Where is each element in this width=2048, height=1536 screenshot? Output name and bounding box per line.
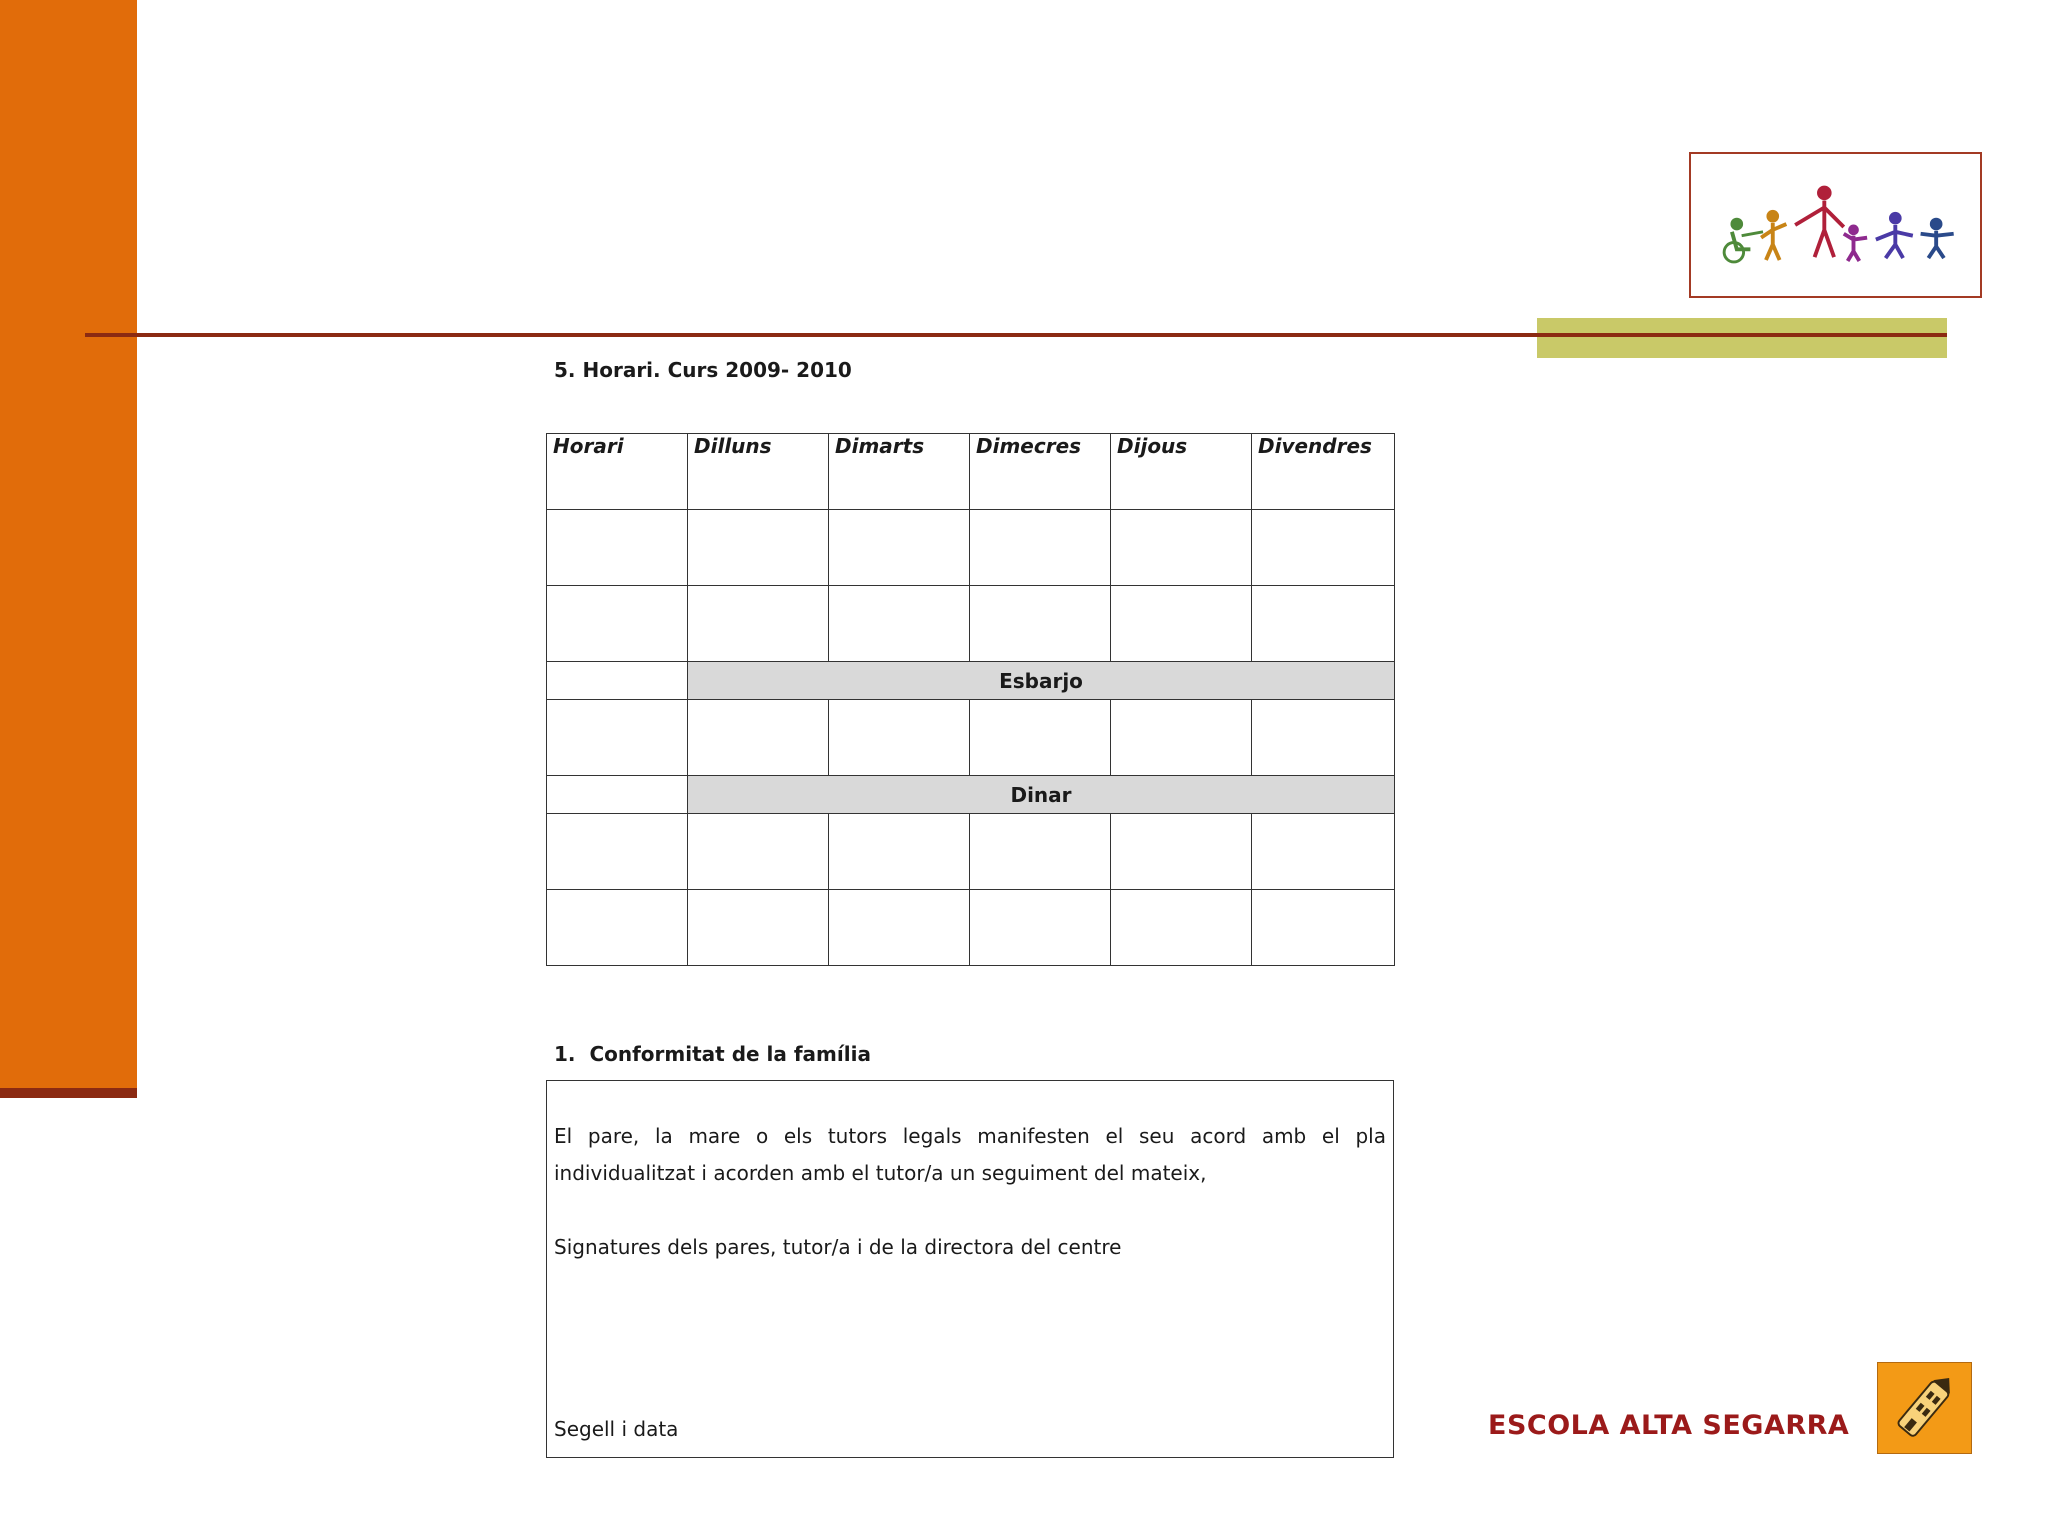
header-cell: Dimarts (829, 434, 970, 510)
schedule-cell[interactable] (1252, 814, 1395, 890)
signatures-text: Signatures dels pares, tutor/a i de la directora del centre (554, 1235, 1122, 1259)
schedule-cell[interactable] (970, 510, 1111, 586)
schedule-cell[interactable] (547, 700, 688, 776)
schedule-cell[interactable] (970, 700, 1111, 776)
schedule-cell[interactable] (1111, 814, 1252, 890)
schedule-cell[interactable] (688, 510, 829, 586)
schedule-cell[interactable] (1111, 890, 1252, 966)
schedule-row (547, 700, 1395, 776)
schedule-cell[interactable] (1252, 586, 1395, 662)
schedule-cell[interactable] (1111, 586, 1252, 662)
lunch-label: Dinar (688, 776, 1395, 814)
recess-row (547, 662, 1395, 700)
school-name: ESCOLA ALTA SEGARRA (1488, 1410, 1850, 1441)
conformity-section-title (554, 1042, 871, 1066)
header-cell: Dimecres (970, 434, 1111, 510)
seal-date-label: Segell i data (554, 1417, 679, 1441)
schedule-cell[interactable] (547, 586, 688, 662)
schedule-cell[interactable] (547, 890, 688, 966)
header-rule-overlay (1537, 333, 1947, 337)
schedule-cell[interactable] (688, 586, 829, 662)
schedule-cell[interactable] (688, 700, 829, 776)
schedule-cell[interactable] (688, 814, 829, 890)
family-figures-logo-icon (1689, 152, 1982, 298)
conformity-title-text: Conformitat de la família (589, 1042, 871, 1066)
schedule-cell[interactable] (547, 510, 688, 586)
schedule-table (546, 433, 1395, 966)
schedule-cell[interactable] (829, 510, 970, 586)
conformity-title-number: 1. (554, 1042, 576, 1066)
schedule-cell[interactable] (970, 814, 1111, 890)
agreement-text: El pare, la mare o els tutors legals manifesten el seu acord amb el pla individualitzat i acorden amb el tutor/a un seguiment del mateix, (554, 1124, 1386, 1185)
bell-tower-logo-icon (1877, 1362, 1972, 1454)
schedule-cell[interactable] (1252, 700, 1395, 776)
schedule-row (547, 586, 1395, 662)
recess-label: Esbarjo (688, 662, 1395, 700)
schedule-cell[interactable] (547, 814, 688, 890)
schedule-section-title: 5. Horari. Curs 2009- 2010 (554, 358, 852, 382)
conformity-box (546, 1080, 1394, 1458)
schedule-row (547, 814, 1395, 890)
left-sidebar-band (0, 0, 137, 1088)
schedule-cell[interactable] (547, 662, 688, 700)
schedule-row (547, 510, 1395, 586)
schedule-cell[interactable] (970, 890, 1111, 966)
schedule-header-row (547, 434, 1395, 510)
schedule-cell[interactable] (1252, 510, 1395, 586)
schedule-cell[interactable] (970, 586, 1111, 662)
header-cell: Divendres (1252, 434, 1395, 510)
left-sidebar-foot (0, 1088, 137, 1098)
schedule-row (547, 890, 1395, 966)
schedule-cell[interactable] (829, 586, 970, 662)
schedule-cell[interactable] (688, 890, 829, 966)
lunch-row (547, 776, 1395, 814)
accent-bar (1537, 318, 1947, 358)
header-cell: Dijous (1111, 434, 1252, 510)
schedule-cell[interactable] (829, 700, 970, 776)
schedule-cell[interactable] (1111, 700, 1252, 776)
schedule-cell[interactable] (1252, 890, 1395, 966)
header-cell: Horari (547, 434, 688, 510)
header-cell: Dilluns (688, 434, 829, 510)
schedule-cell[interactable] (547, 776, 688, 814)
schedule-cell[interactable] (829, 814, 970, 890)
schedule-cell[interactable] (1111, 510, 1252, 586)
schedule-cell[interactable] (829, 890, 970, 966)
